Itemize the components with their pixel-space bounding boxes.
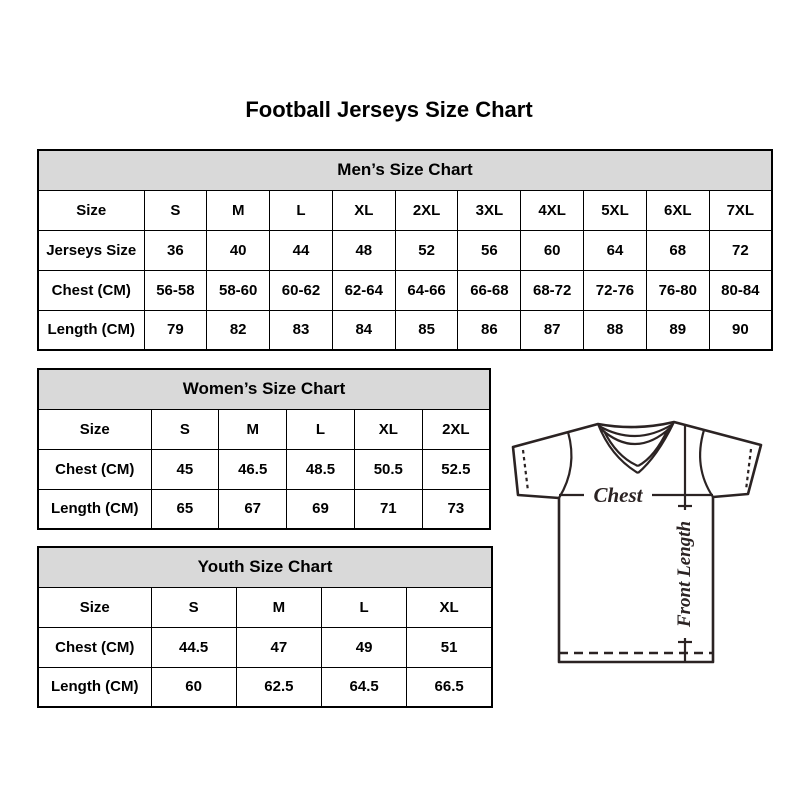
vneck-collar — [598, 422, 674, 473]
mens-size-table-grid — [37, 149, 773, 351]
jersey-outline — [513, 422, 761, 662]
value-cell: 60 — [151, 667, 236, 707]
size-column-header: 3XL — [458, 190, 521, 230]
table-row — [38, 627, 492, 667]
row-label-cell: Chest (CM) — [38, 270, 144, 310]
value-cell: 64.5 — [322, 667, 407, 707]
table-row — [38, 667, 492, 707]
value-cell: 60 — [521, 230, 584, 270]
womens-size-table — [37, 368, 491, 528]
front-length-label: Front Length — [674, 520, 695, 628]
value-cell: 68 — [646, 230, 709, 270]
womens-size-table-grid — [37, 368, 491, 530]
value-cell: 65 — [151, 489, 219, 529]
size-column-header: XL — [407, 587, 492, 627]
table-row — [38, 310, 772, 350]
table-row — [38, 270, 772, 310]
value-cell: 73 — [422, 489, 490, 529]
table-header-row — [38, 190, 772, 230]
value-cell: 66.5 — [407, 667, 492, 707]
table-header-row — [38, 409, 490, 449]
size-column-header: 6XL — [646, 190, 709, 230]
size-column-header: 7XL — [709, 190, 772, 230]
size-column-header: 5XL — [584, 190, 647, 230]
row-label-cell: Length (CM) — [38, 310, 144, 350]
value-cell: 64 — [584, 230, 647, 270]
mens-size-table — [37, 149, 773, 349]
value-cell: 62-64 — [332, 270, 395, 310]
page-title: Football Jerseys Size Chart — [245, 97, 533, 122]
value-cell: 67 — [219, 489, 287, 529]
value-cell: 76-80 — [646, 270, 709, 310]
value-cell: 51 — [407, 627, 492, 667]
table-title: Women’s Size Chart — [38, 369, 490, 409]
value-cell: 49 — [322, 627, 407, 667]
value-cell: 69 — [287, 489, 355, 529]
value-cell: 45 — [151, 449, 219, 489]
row-label-cell: Length (CM) — [38, 667, 151, 707]
value-cell: 48.5 — [287, 449, 355, 489]
table-header-row — [38, 587, 492, 627]
value-cell: 52 — [395, 230, 458, 270]
value-cell: 90 — [709, 310, 772, 350]
table-row — [38, 489, 490, 529]
value-cell: 86 — [458, 310, 521, 350]
value-cell: 89 — [646, 310, 709, 350]
youth-size-table-grid — [37, 546, 493, 708]
size-column-header: S — [151, 409, 219, 449]
value-cell: 44 — [270, 230, 333, 270]
value-cell: 62.5 — [236, 667, 321, 707]
size-column-header: L — [270, 190, 333, 230]
table-title-row — [38, 369, 490, 409]
youth-size-table — [37, 546, 493, 706]
value-cell: 40 — [207, 230, 270, 270]
size-column-header: XL — [332, 190, 395, 230]
value-cell: 72-76 — [584, 270, 647, 310]
table-title-row — [38, 547, 492, 587]
size-column-header: 2XL — [395, 190, 458, 230]
value-cell: 87 — [521, 310, 584, 350]
value-cell: 66-68 — [458, 270, 521, 310]
row-label-cell: Chest (CM) — [38, 627, 151, 667]
value-cell: 36 — [144, 230, 207, 270]
row-label-header: Size — [38, 190, 144, 230]
value-cell: 50.5 — [354, 449, 422, 489]
value-cell: 60-62 — [270, 270, 333, 310]
value-cell: 44.5 — [151, 627, 236, 667]
row-label-cell: Length (CM) — [38, 489, 151, 529]
size-column-header: M — [207, 190, 270, 230]
value-cell: 71 — [354, 489, 422, 529]
jersey-illustration — [505, 412, 780, 672]
size-column-header: L — [322, 587, 407, 627]
front-length-label-group — [674, 510, 695, 638]
size-column-header: 4XL — [521, 190, 584, 230]
size-column-header: S — [144, 190, 207, 230]
table-row — [38, 230, 772, 270]
row-label-cell: Jerseys Size — [38, 230, 144, 270]
value-cell: 48 — [332, 230, 395, 270]
value-cell: 64-66 — [395, 270, 458, 310]
value-cell: 85 — [395, 310, 458, 350]
size-column-header: L — [287, 409, 355, 449]
table-row — [38, 449, 490, 489]
value-cell: 83 — [270, 310, 333, 350]
value-cell: 52.5 — [422, 449, 490, 489]
value-cell: 79 — [144, 310, 207, 350]
chest-label: Chest — [593, 483, 643, 507]
row-label-header: Size — [38, 409, 151, 449]
value-cell: 88 — [584, 310, 647, 350]
value-cell: 80-84 — [709, 270, 772, 310]
table-title-row — [38, 150, 772, 190]
value-cell: 68-72 — [521, 270, 584, 310]
row-label-header: Size — [38, 587, 151, 627]
table-title: Youth Size Chart — [38, 547, 492, 587]
size-column-header: M — [236, 587, 321, 627]
value-cell: 58-60 — [207, 270, 270, 310]
value-cell: 56 — [458, 230, 521, 270]
value-cell: 47 — [236, 627, 321, 667]
size-column-header: S — [151, 587, 236, 627]
value-cell: 84 — [332, 310, 395, 350]
size-column-header: XL — [354, 409, 422, 449]
jersey-measurement-diagram — [505, 412, 780, 672]
value-cell: 82 — [207, 310, 270, 350]
table-title: Men’s Size Chart — [38, 150, 772, 190]
value-cell: 46.5 — [219, 449, 287, 489]
size-column-header: 2XL — [422, 409, 490, 449]
value-cell: 56-58 — [144, 270, 207, 310]
value-cell: 72 — [709, 230, 772, 270]
row-label-cell: Chest (CM) — [38, 449, 151, 489]
size-column-header: M — [219, 409, 287, 449]
